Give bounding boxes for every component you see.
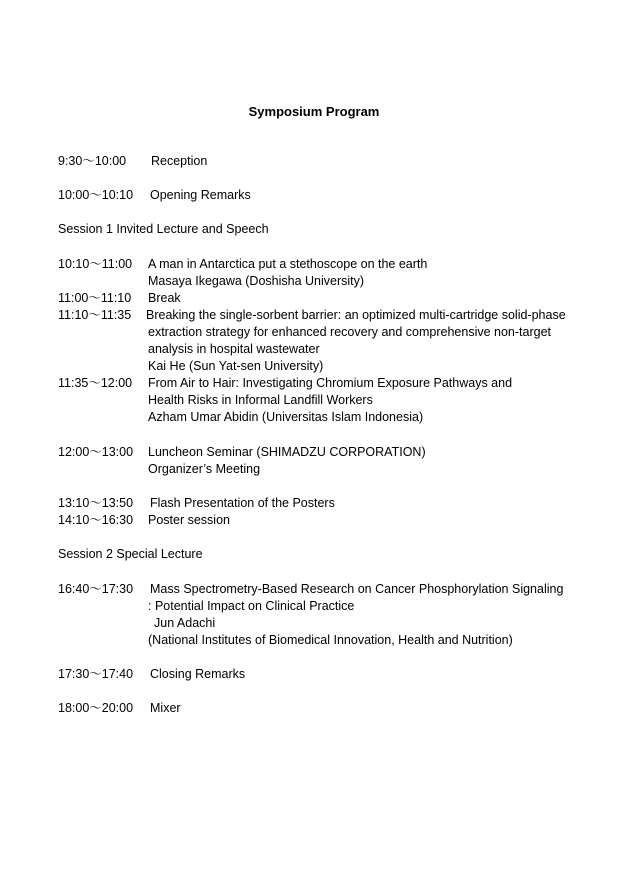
talk2-title-line2: extraction strategy for enhanced recovery and comprehensive non-target bbox=[148, 325, 552, 339]
session1-heading: Session 1 Invited Lecture and Speech bbox=[58, 222, 269, 236]
flash-time: 13:10～13:50 bbox=[58, 496, 134, 510]
talk2-title-line3: analysis in hospital wastewater bbox=[148, 342, 320, 356]
luncheon-label: Luncheon Seminar (SHIMADZU CORPORATION) bbox=[148, 445, 426, 459]
session2-heading: Session 2 Special Lecture bbox=[58, 547, 203, 561]
talk3-speaker: Azham Umar Abidin (Universitas Islam Indonesia) bbox=[148, 410, 424, 424]
talk1-speaker: Masaya Ikegawa (Doshisha University) bbox=[148, 274, 365, 288]
closing-label: Closing Remarks bbox=[150, 667, 246, 681]
break-time: 11:00～11:10 bbox=[58, 291, 132, 305]
closing-time: 17:30～17:40 bbox=[58, 667, 134, 681]
talk1-time: 10:10～11:00 bbox=[58, 257, 133, 271]
poster-time: 14:10～16:30 bbox=[58, 513, 134, 527]
talk4-affiliation: (National Institutes of Biomedical Innovation, Health and Nutrition) bbox=[148, 633, 513, 647]
talk3-title-line2: Health Risks in Informal Landfill Workers bbox=[148, 393, 373, 407]
reception-label: Reception bbox=[151, 154, 208, 168]
opening-label: Opening Remarks bbox=[150, 188, 251, 202]
talk3-title-line1: From Air to Hair: Investigating Chromium Exposure Pathways and bbox=[148, 376, 513, 390]
mixer-time: 18:00～20:00 bbox=[58, 701, 134, 715]
poster-label: Poster session bbox=[148, 513, 230, 527]
talk2-speaker: Kai He (Sun Yat-sen University) bbox=[148, 359, 324, 373]
talk4-title-line2: : Potential Impact on Clinical Practice bbox=[148, 599, 355, 613]
talk2-time: 11:10～11:35 bbox=[58, 308, 132, 322]
opening-time: 10:00～10:10 bbox=[58, 188, 134, 202]
reception-time: 9:30～10:00 bbox=[58, 154, 127, 168]
flash-label: Flash Presentation of the Posters bbox=[150, 496, 335, 510]
break-label: Break bbox=[148, 291, 181, 305]
talk4-time: 16:40～17:30 bbox=[58, 582, 134, 596]
talk4-title-line1: Mass Spectrometry-Based Research on Cancer Phosphorylation Signaling bbox=[150, 582, 564, 596]
organizer-meeting: Organizer’s Meeting bbox=[148, 462, 261, 476]
talk2-title-line1: Breaking the single-sorbent barrier: an optimized multi-cartridge solid-phase bbox=[146, 308, 566, 322]
luncheon-time: 12:00～13:00 bbox=[58, 445, 134, 459]
talk4-speaker: Jun Adachi bbox=[154, 616, 216, 630]
talk1-title: A man in Antarctica put a stethoscope on the earth bbox=[148, 257, 428, 271]
mixer-label: Mixer bbox=[150, 701, 181, 715]
page-title: Symposium Program bbox=[248, 104, 380, 119]
talk3-time: 11:35～12:00 bbox=[58, 376, 133, 390]
